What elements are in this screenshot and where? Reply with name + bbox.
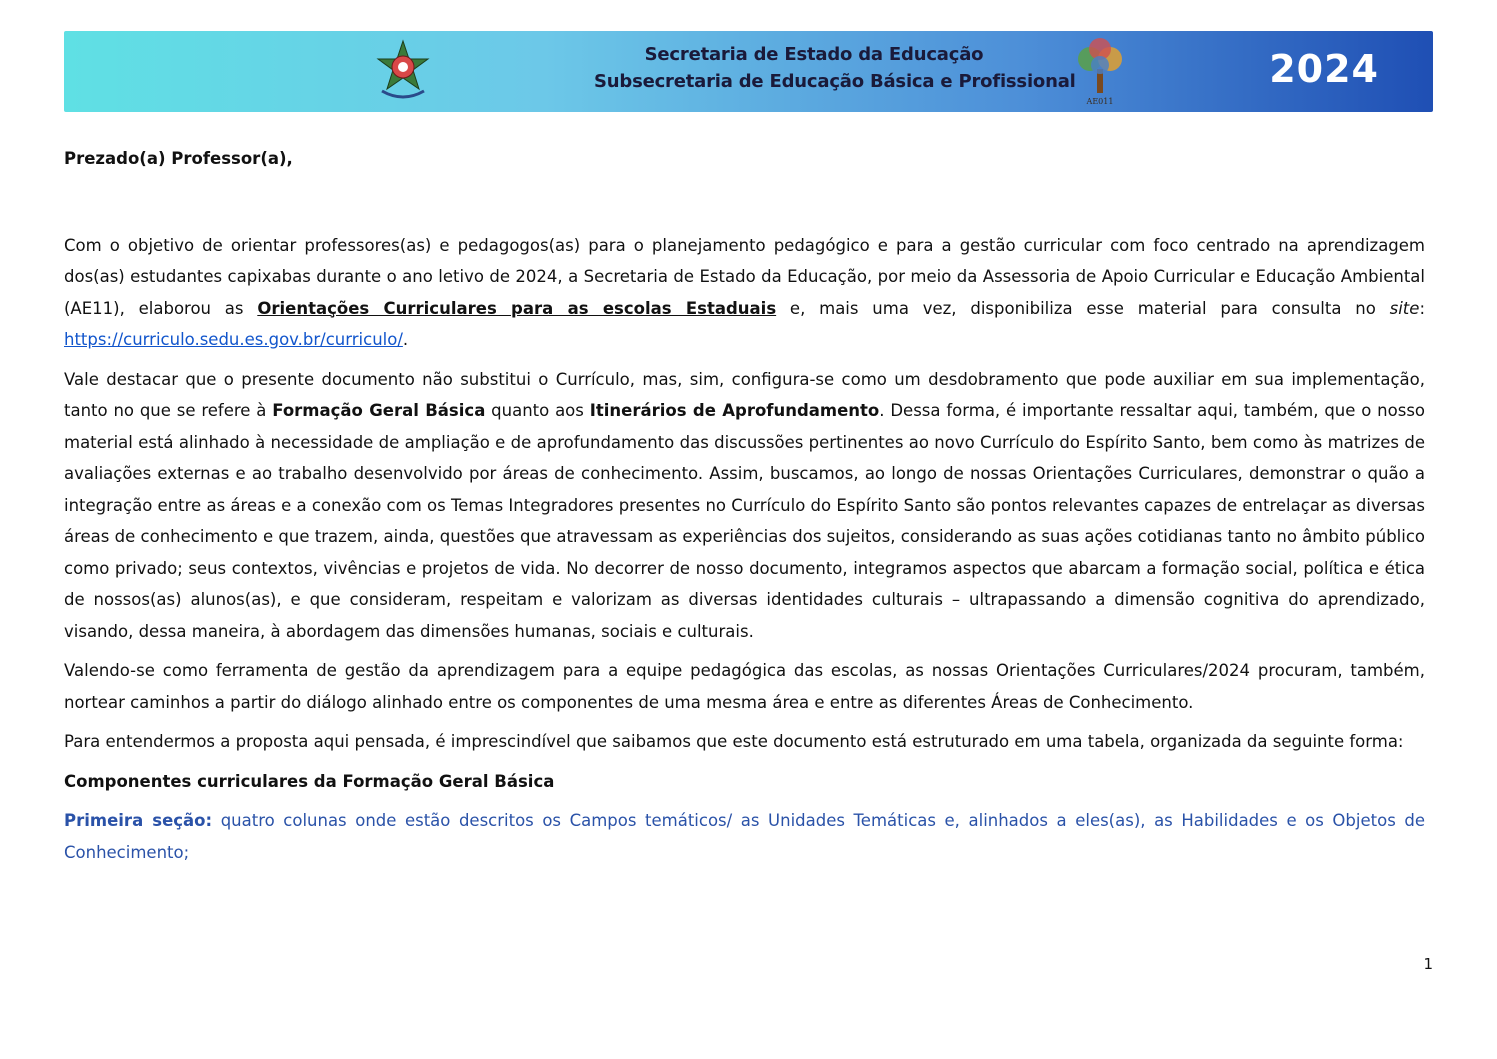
- curriculo-link[interactable]: https://curriculo.sedu.es.gov.br/curriculo/: [64, 330, 403, 349]
- header-year: 2024: [1269, 47, 1379, 91]
- header-title: [594, 41, 1076, 95]
- p1-text-4: .: [402, 330, 409, 349]
- header-banner: [64, 31, 1433, 112]
- p2-text-1: Vale destacar que o presente documento não substitui o Currículo, mas, sim, configura-se como um desdobramento que pode auxiliar em sua implementação, tanto no que se refere à: [64, 369, 1425, 420]
- p2-text-3: . Dessa forma, é importante ressaltar aqui, também, que o nosso material está alinhado à necessidade de ampliação e de aprofundamento das discussões pertinentes ao novo Currículo do Espírito Santo, bem como às matrizes de avaliações externas e ao trabalho desenvolvido por áreas de conhecimento. Assim, buscamos, ao longo de nossas Orientações Curriculares, demonstrar o quão a integração entre as áreas e a conexão com os Temas Integradores presentes no Currículo do Espírito Santo são pontos relevantes capazes de entrelaçar as diversas áreas de conhecimento e que trazem, ainda, questões que atravessam as experiências dos sujeitos, considerando as suas ações cotidianas tanto no âmbito público como privado; seus contextos, vivências e projetos de vida. No decorrer de nosso documento, integramos aspectos que abarcam a formação social, política e ética de nossos(as) alunos(as), e que consideram, respeitam e valorizam as diversas identidades culturais – ultrapassando a dimensão cognitiva do aprendizado, visando, dessa maneira, à abordagem das dimensões humanas, sociais e culturais.: [64, 401, 1426, 641]
- first-section-label: Primeira seção:: [64, 811, 213, 830]
- section-heading: Componentes curriculares da Formação Geral Básica: [64, 771, 555, 791]
- header-title-line2: Subsecretaria de Educação Básica e Profissional: [594, 71, 1076, 92]
- p1-text-2: e, mais uma vez, disponibiliza esse material para consulta no: [776, 298, 1390, 318]
- paragraph-highlight: [64, 364, 1425, 648]
- first-section-text: quatro colunas onde estão descritos os Campos temáticos/ as Unidades Temáticas e, alinhados a eles(as), as Habilidades e os Objetos de Conhecimento;: [64, 811, 1425, 862]
- orientacoes-title: Orientações Curriculares para as escolas Estaduais: [257, 298, 777, 318]
- p2-text-2: quanto aos: [485, 401, 590, 420]
- site-word: site: [1389, 298, 1420, 318]
- p1-text-1: Com o objetivo de orientar professores(as) e pedagogos(as) para o planejamento pedagógico e para a gestão curricular com foco centrado na aprendizagem dos(as) estudantes capixabas durante o ano letivo de 2024, a Secretaria de Estado da Educação, por meio da Assessoria de Apoio Curricular e Educação Ambiental (AE11), elaborou as: [64, 235, 1425, 318]
- formacao-geral-basica: Formação Geral Básica: [272, 401, 486, 420]
- paragraph-tool: Valendo-se como ferramenta de gestão da aprendizagem para a equipe pedagógica das escolas, as nossas Orientações Curriculares/2024 procuram, também, nortear caminhos a partir do diálogo alinhado entre os componentes de uma mesma área e entre as diferentes Áreas de Conhecimento.: [64, 661, 1425, 712]
- page-number: 1: [1423, 955, 1433, 973]
- letter-body: [64, 143, 1425, 876]
- p1-text-3: :: [1419, 298, 1425, 318]
- paragraph-first-section: [64, 805, 1425, 868]
- header-title-line1: Secretaria de Estado da Educação: [644, 44, 984, 65]
- state-seal-logo: [374, 39, 432, 101]
- tree-logo-caption: AE011: [1086, 97, 1114, 106]
- greeting: Prezado(a) Professor(a),: [64, 149, 293, 168]
- paragraph-structure: Para entendermos a proposta aqui pensada, é imprescindível que saibamos que este documento está estruturado em uma tabela, organizada da seguinte forma:: [64, 732, 1404, 751]
- paragraph-objective: [64, 230, 1425, 356]
- itinerarios-aprofundamento: Itinerários de Aprofundamento: [589, 401, 880, 420]
- ae011-tree-logo: [1068, 37, 1132, 107]
